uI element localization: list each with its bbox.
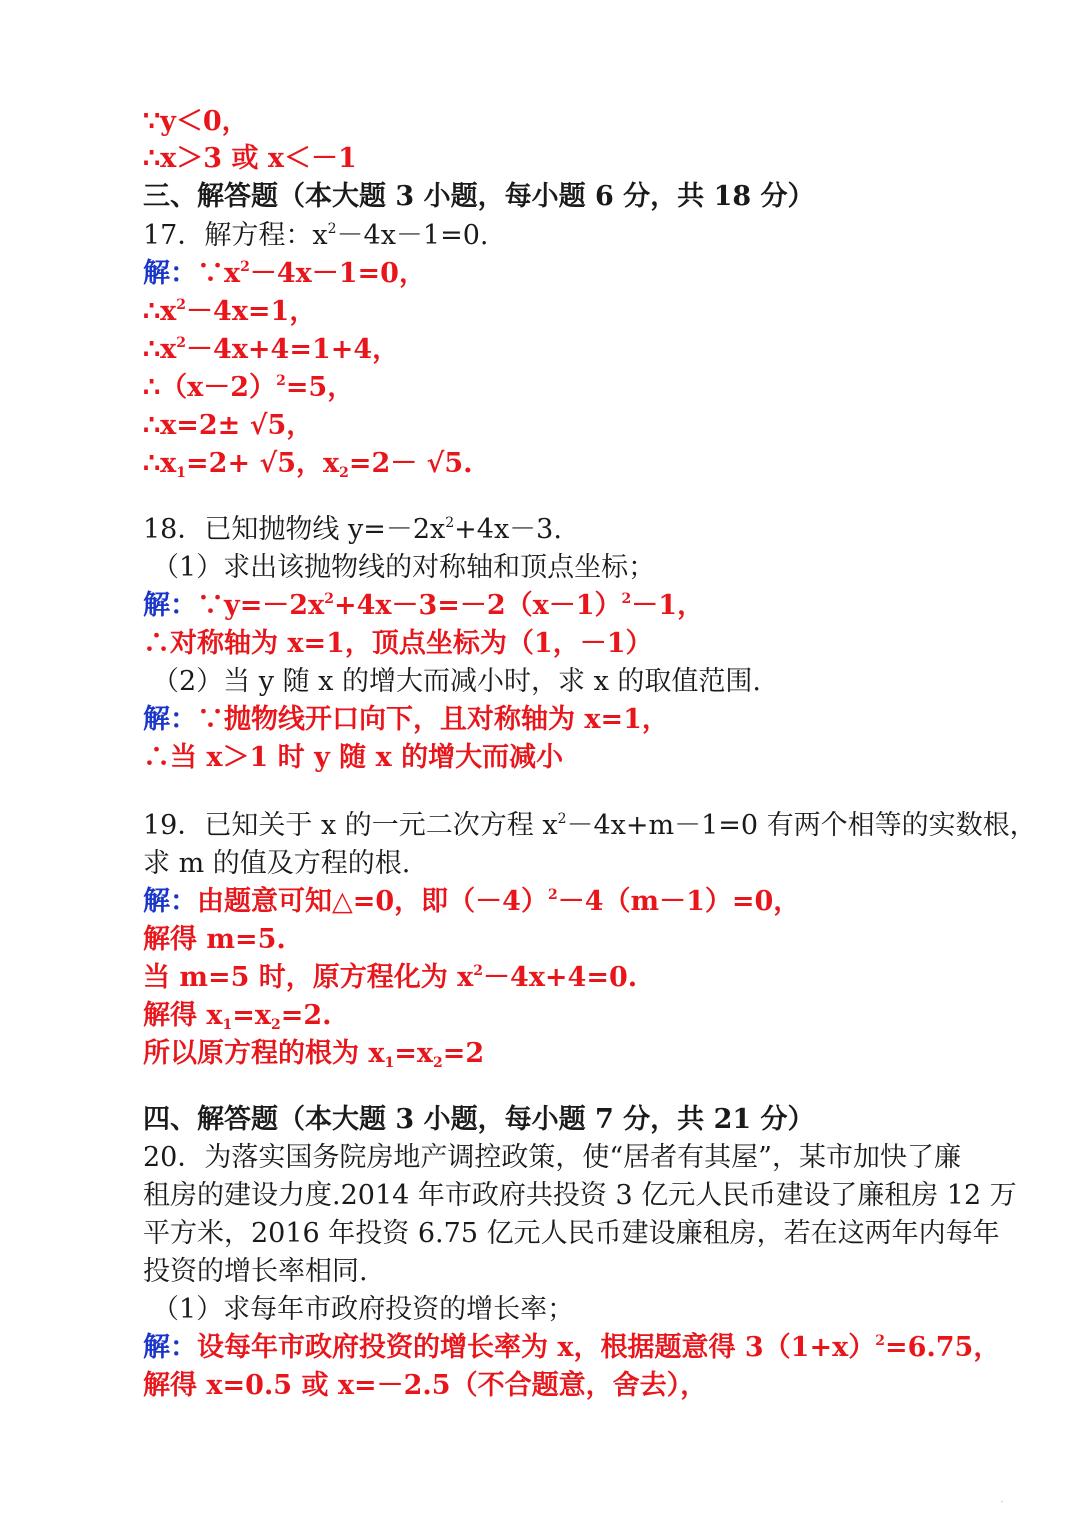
answer-line: 解得 m=5. [143, 924, 286, 955]
answer-line: ∴x＞3 或 x＜－1 [143, 143, 357, 174]
jie-label: 解： [143, 704, 197, 735]
answer-line: $\therefore x^2-4x=1$， [143, 296, 317, 327]
question-18: 18．已知抛物线 $y=-2x^2+4x-3$. [143, 514, 562, 545]
answer-line: 所以原方程的根为 $x_1=x_2=2$ [143, 1038, 485, 1071]
question-19-line-2: 求 m 的值及方程的根. [143, 848, 411, 879]
answer-line: 解：设每年市政府投资的增长率为 x，根据题意得 $3(1+x)^2=6.75$， [143, 1332, 1001, 1363]
corner-mark: · [1000, 1495, 1004, 1509]
question-20-line-4: 投资的增长率相同. [143, 1256, 368, 1287]
answer-line: 解得 $x_1=x_2=2$. [143, 1000, 332, 1033]
jie-label: 解： [143, 590, 197, 621]
answer-line: ∴当 x＞1 时 y 随 x 的增大而减小 [143, 742, 564, 773]
question-20-part-1: （1）求每年市政府投资的增长率； [152, 1294, 575, 1325]
answer-line: 解：$\because x^2-4x-1=0$， [143, 258, 426, 289]
answer-line: 解得 x=0.5 或 x=－2.5（不合题意，舍去）， [143, 1370, 708, 1401]
question-20: 20．为落实国务院房地产调控政策，使“居者有其屋”，某市加快了廉 [143, 1142, 961, 1173]
answer-line: ∴x=2± √5， [143, 410, 314, 441]
jie-label: 解： [143, 886, 197, 917]
answer-line: 当 m=5 时，原方程化为 $x^2-4x+4=0$. [143, 962, 638, 993]
answer-line: $\therefore x^2-4x+4=1+4$， [143, 334, 400, 365]
answer-line: $\therefore x_1=2+ √5$，$x_2=2- √5$. [143, 448, 473, 481]
answer-line: 解：∵抛物线开口向下，且对称轴为 x=1， [143, 704, 669, 735]
question-18-part-1: （1）求出该抛物线的对称轴和顶点坐标； [152, 552, 656, 583]
question-17: 17．解方程：$x^2-4x-1=0$. [143, 220, 489, 251]
question-20-line-2: 租房的建设力度.2014 年市政府共投资 3 亿元人民币建设了廉租房 12 万 [143, 1180, 1017, 1211]
jie-label: 解： [143, 1332, 197, 1363]
answer-line: $\therefore(x-2)^2=5$， [143, 372, 355, 403]
section-heading-3: 三、解答题（本大题 3 小题，每小题 6 分，共 18 分） [143, 181, 815, 212]
answer-line: 解：由题意可知△=0，即$(-4)^2-4(m-1)=0$， [143, 886, 801, 917]
answer-line: 解：$\because y=-2x^2+4x-3=-2(x-1)^2-1$， [143, 590, 705, 621]
jie-label: 解： [143, 258, 197, 289]
question-18-part-2: （2）当 y 随 x 的增大而减小时，求 x 的取值范围. [152, 666, 761, 697]
answer-line: ∴对称轴为 x=1，顶点坐标为（1，－1） [143, 628, 653, 659]
answer-line: ∵y＜0， [143, 106, 249, 137]
question-19: 19．已知关于 x 的一元二次方程 $x^2-4x+m-1=0$ 有两个相等的实数根， [143, 810, 1037, 841]
section-heading-4: 四、解答题（本大题 3 小题，每小题 7 分，共 21 分） [143, 1104, 815, 1135]
question-20-line-3: 平方米，2016 年投资 6.75 亿元人民币建设廉租房，若在这两年内每年 [143, 1218, 1000, 1249]
